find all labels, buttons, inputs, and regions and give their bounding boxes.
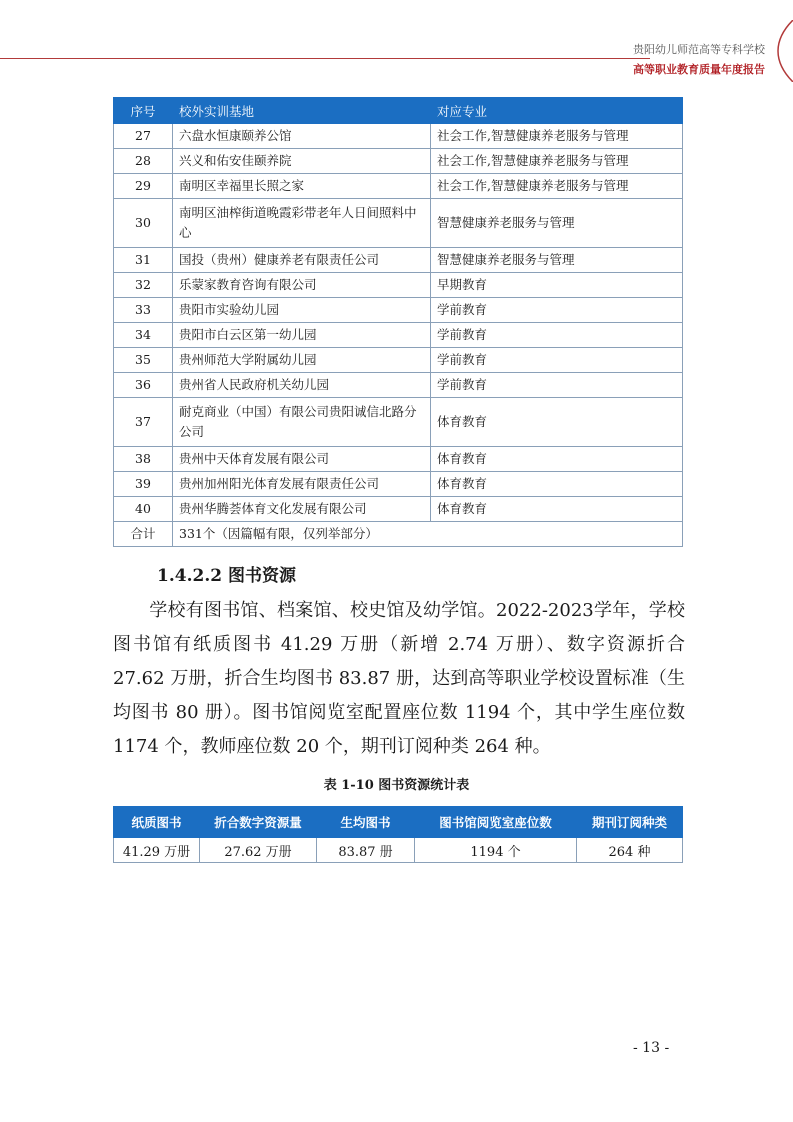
header-decoration [763, 20, 793, 82]
page-number: - 13 - [633, 1040, 670, 1056]
row-base: 六盘水恒康颐养公馆 [173, 124, 431, 149]
row-base: 贵州中天体育发展有限公司 [173, 447, 431, 472]
row-no: 35 [114, 348, 173, 373]
total-value: 331个（因篇幅有限，仅列举部分） [173, 522, 683, 547]
cell-seats: 1194 个 [415, 838, 577, 863]
row-base: 耐克商业（中国）有限公司贵阳诚信北路分公司 [173, 398, 431, 447]
col-header-paper-books: 纸质图书 [114, 807, 200, 838]
col-header-base: 校外实训基地 [173, 98, 431, 124]
row-no: 38 [114, 447, 173, 472]
row-base: 国投（贵州）健康养老有限责任公司 [173, 248, 431, 273]
row-major: 体育教育 [431, 497, 683, 522]
row-base: 贵州省人民政府机关幼儿园 [173, 373, 431, 398]
row-no: 27 [114, 124, 173, 149]
table-row [114, 323, 683, 348]
row-major: 体育教育 [431, 447, 683, 472]
table-row [114, 447, 683, 472]
table-row [114, 348, 683, 373]
table-row [114, 497, 683, 522]
table-row [114, 149, 683, 174]
row-major: 智慧健康养老服务与管理 [431, 199, 683, 248]
row-major: 体育教育 [431, 398, 683, 447]
row-no: 36 [114, 373, 173, 398]
table-row [114, 472, 683, 497]
row-base: 贵州华腾荟体育文化发展有限公司 [173, 497, 431, 522]
training-bases-table [113, 97, 683, 547]
table-row [114, 199, 683, 248]
header-rule [0, 58, 650, 59]
row-base: 贵阳市实验幼儿园 [173, 298, 431, 323]
section-paragraph [113, 594, 685, 764]
book-resources-table [113, 806, 683, 863]
row-no: 37 [114, 398, 173, 447]
section-title: 1.4.2.2 图书资源 [157, 566, 296, 586]
row-major: 智慧健康养老服务与管理 [431, 248, 683, 273]
table-row [114, 273, 683, 298]
table-row [114, 398, 683, 447]
col-header-per-student: 生均图书 [317, 807, 415, 838]
table-caption: 表 1-10 图书资源统计表 [323, 778, 470, 793]
row-base: 乐蒙家教育咨询有限公司 [173, 273, 431, 298]
table-total-row [114, 522, 683, 547]
row-base: 贵州加州阳光体育发展有限责任公司 [173, 472, 431, 497]
col-header-digital: 折合数字资源量 [200, 807, 317, 838]
paragraph-text: 学校有图书馆、档案馆、校史馆及幼学馆。2022-2023学年，学校图书馆有纸质图书 41.29 万册（新增 2.74 万册）、数字资源折合 27.62 万册，折合生均图书 83.87 册，达到高等职业学校设置标准（生均图书 80 册）。图书馆阅览室配置座位数 1194 个，其中学生座位数 1174 个，教师座位数 20 个，期刊订阅种类 264 种。 [113, 600, 685, 757]
row-major: 体育教育 [431, 472, 683, 497]
row-base: 贵州师范大学附属幼儿园 [173, 348, 431, 373]
row-no: 29 [114, 174, 173, 199]
cell-paper-books: 41.29 万册 [114, 838, 200, 863]
table-header-row [114, 98, 683, 124]
row-no: 39 [114, 472, 173, 497]
table-header-row [114, 807, 683, 838]
col-header-seats: 图书馆阅览室座位数 [415, 807, 577, 838]
col-header-major: 对应专业 [431, 98, 683, 124]
row-major: 社会工作,智慧健康养老服务与管理 [431, 149, 683, 174]
row-no: 34 [114, 323, 173, 348]
header-school-name: 贵阳幼儿师范高等专科学校 [633, 43, 765, 56]
cell-digital: 27.62 万册 [200, 838, 317, 863]
row-major: 社会工作,智慧健康养老服务与管理 [431, 124, 683, 149]
col-header-no: 序号 [114, 98, 173, 124]
row-no: 32 [114, 273, 173, 298]
table-row [114, 124, 683, 149]
table-row [114, 838, 683, 863]
table-row [114, 298, 683, 323]
row-major: 早期教育 [431, 273, 683, 298]
row-no: 28 [114, 149, 173, 174]
cell-journals: 264 种 [577, 838, 683, 863]
total-label: 合计 [114, 522, 173, 547]
table-row [114, 248, 683, 273]
row-base: 贵阳市白云区第一幼儿园 [173, 323, 431, 348]
header-report-title: 高等职业教育质量年度报告 [633, 63, 765, 76]
row-no: 30 [114, 199, 173, 248]
row-base: 兴义和佑安佳颐养院 [173, 149, 431, 174]
row-major: 学前教育 [431, 323, 683, 348]
col-header-journals: 期刊订阅种类 [577, 807, 683, 838]
cell-per-student: 83.87 册 [317, 838, 415, 863]
row-base: 南明区油榨街道晚霞彩带老年人日间照料中心 [173, 199, 431, 248]
table-row [114, 174, 683, 199]
row-major: 学前教育 [431, 298, 683, 323]
row-major: 学前教育 [431, 373, 683, 398]
row-base: 南明区幸福里长照之家 [173, 174, 431, 199]
row-no: 33 [114, 298, 173, 323]
row-no: 31 [114, 248, 173, 273]
table-row [114, 373, 683, 398]
row-no: 40 [114, 497, 173, 522]
row-major: 学前教育 [431, 348, 683, 373]
row-major: 社会工作,智慧健康养老服务与管理 [431, 174, 683, 199]
